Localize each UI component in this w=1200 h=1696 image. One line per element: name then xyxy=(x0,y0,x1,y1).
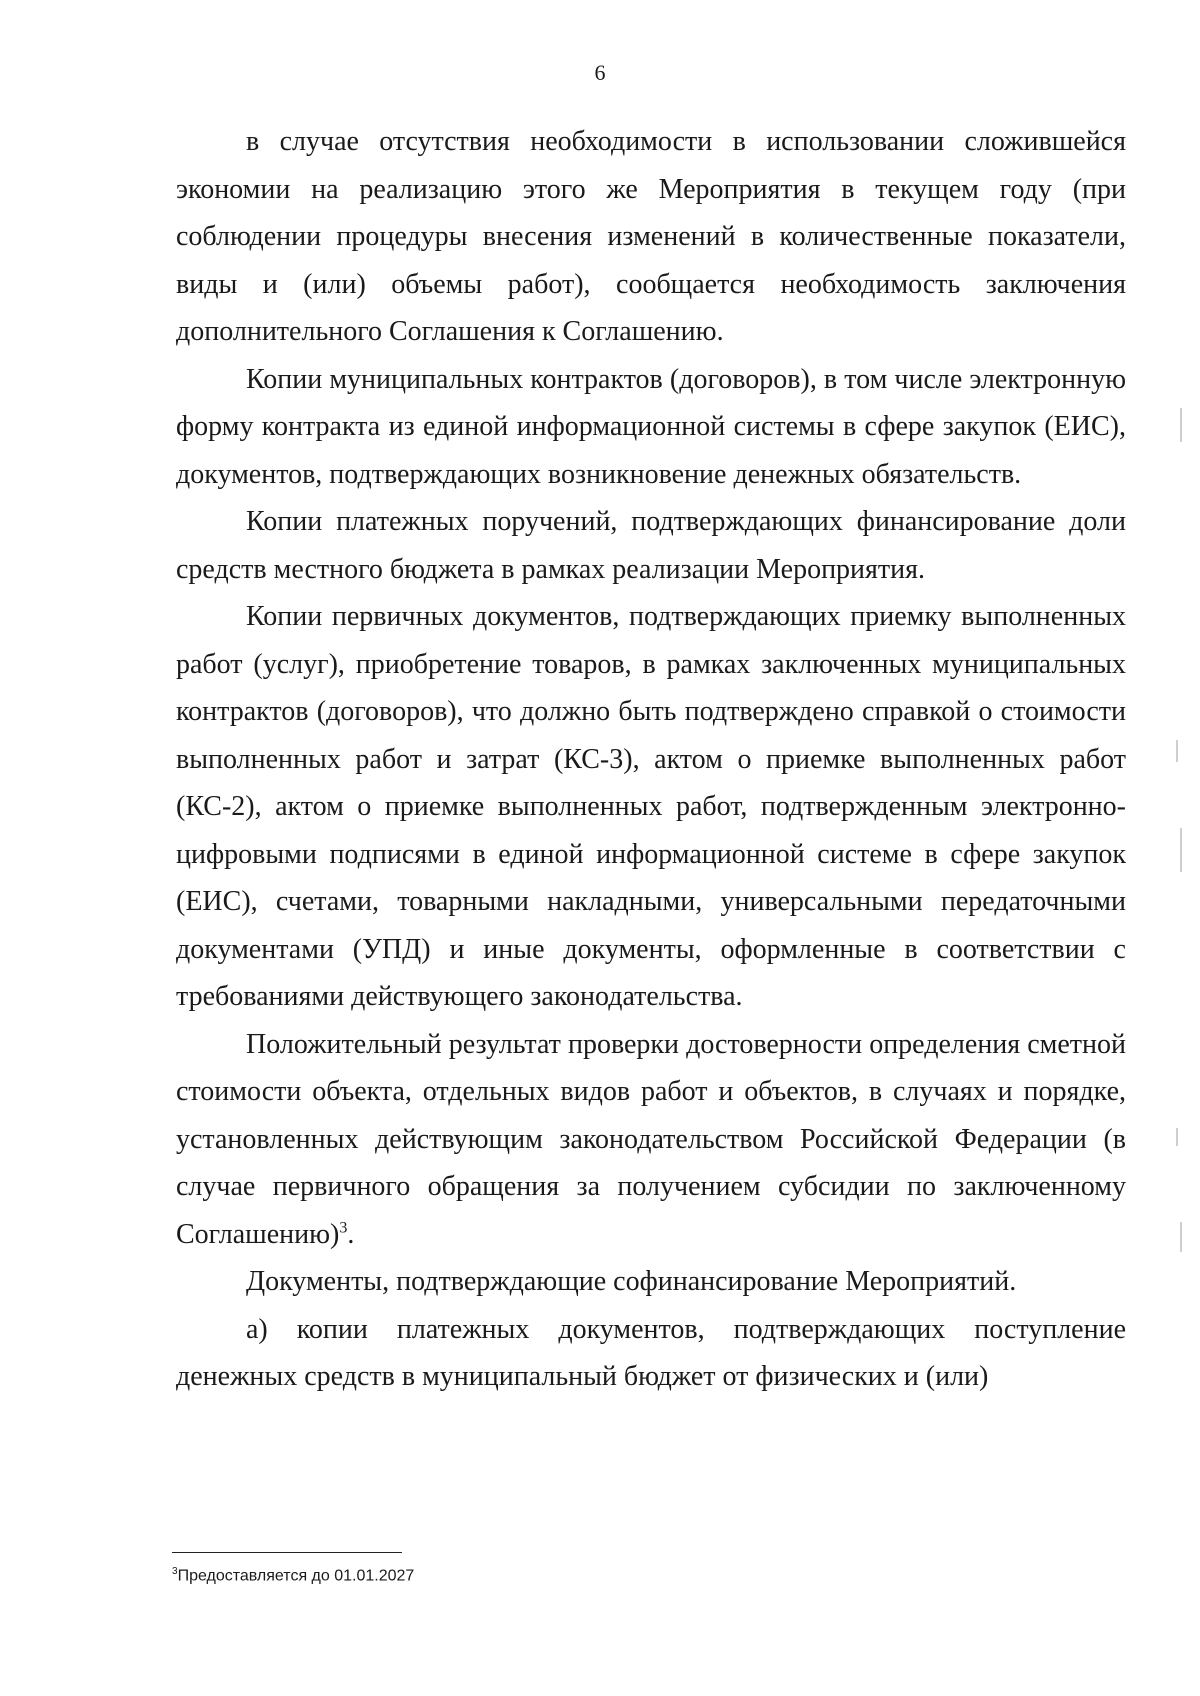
paragraph-trailing-punctuation: . xyxy=(347,1218,355,1250)
paragraph: в случае отсутствия необходимости в использовании сложившейся экономии на реализацию этого же Мероприятия в текущем году (при соблюдении процедуры внесения изменений в количественные показатели, виды и (или) объемы работ), сообщается необходимость заключения дополнительного Соглашения к Соглашению. xyxy=(176,126,1126,347)
scan-artifact xyxy=(1180,828,1182,872)
scan-artifact xyxy=(1176,1128,1178,1146)
scan-artifact xyxy=(1180,408,1182,442)
footnote-text: Предоставляется до 01.01.2027 xyxy=(177,1567,415,1585)
paragraph: Копии платежных поручений, подтверждающих финансирование доли средств местного бюджета в рамках реализации Мероприятия. xyxy=(176,506,1126,585)
page-number: 6 xyxy=(594,60,606,85)
footnote-reference: 3 xyxy=(339,1219,348,1237)
scan-artifact xyxy=(1180,1222,1182,1252)
paragraph: а) копии платежных документов, подтверждающих поступление денежных средств в муниципальный бюджет от физических и (или) xyxy=(176,1313,1126,1392)
paragraph: Копии первичных документов, подтверждающих приемку выполненных работ (услуг), приобретение товаров, в рамках заключенных муниципальных контрактов (договоров), что должно быть подтверждено справкой о стоимости выполненных работ и затрат (КС-3), актом о приемке выполненных работ (КС-2), актом о приемке выполненных работ, подтвержденным электронно-цифровыми подписями в единой информационной системе в сфере закупок (ЕИС), счетами, товарными накладными, универсальными передаточными документами (УПД) и иные документы, оформленные в соответствии с требованиями действующего законодательства. xyxy=(176,601,1126,1012)
scan-artifact xyxy=(1176,740,1178,762)
paragraph-with-footnote xyxy=(176,1021,1126,1259)
paragraph-text: Положительный результат проверки достоверности определения сметной стоимости объекта, отдельных видов работ и объектов, в случаях и порядке, установленных действующим законодательством Российской Федерации (в случае первичного обращения за получением субсидии по заключенному Соглашению) xyxy=(176,1028,1126,1250)
document-body xyxy=(176,118,1126,1401)
footnote-divider xyxy=(172,1552,402,1553)
paragraph: Копии муниципальных контрактов (договоров), в том числе электронную форму контракта из единой информационной системы в сфере закупок (ЕИС), документов, подтверждающих возникновение денежных обязательств. xyxy=(176,363,1126,490)
paragraph: Документы, подтверждающие софинансирование Мероприятий. xyxy=(246,1266,1017,1297)
footnote xyxy=(172,1566,414,1585)
footnote-marker: 3 xyxy=(172,1566,178,1577)
